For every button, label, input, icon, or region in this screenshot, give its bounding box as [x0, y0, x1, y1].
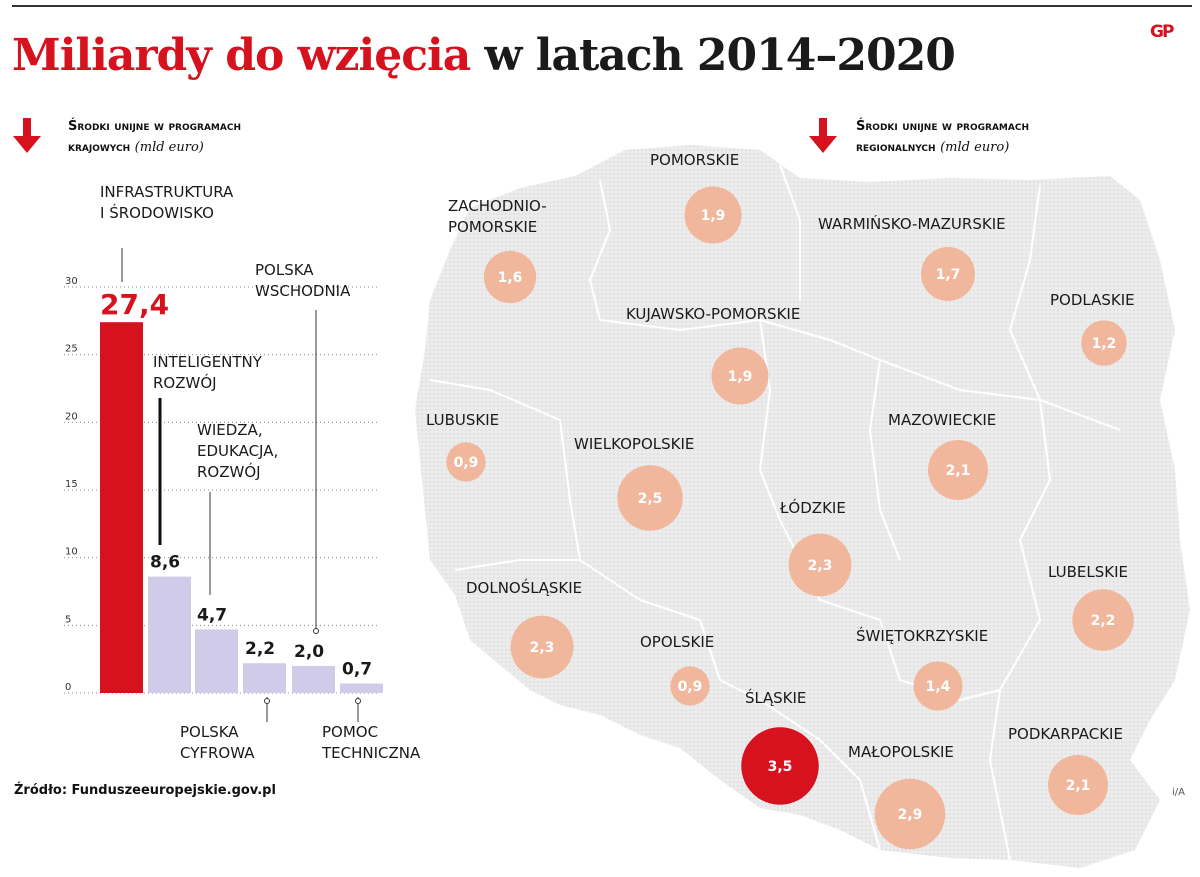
bar-label-polska-wschodnia	[255, 260, 350, 302]
left-header-unit: (mld euro)	[134, 140, 204, 155]
bar	[148, 577, 191, 693]
region-label-slaskie: ŚLĄSKIE	[745, 689, 807, 707]
bar-label-line: ROZWÓJ	[153, 374, 217, 392]
region-value-label: 1,7	[935, 267, 961, 283]
bar-label-line: CYFROWA	[180, 744, 255, 762]
region-value-label: 1,6	[497, 270, 523, 286]
region-value-label: 2,5	[637, 491, 663, 507]
region-label-opolskie: OPOLSKIE	[640, 633, 715, 651]
y-tick-label: 30	[65, 276, 78, 287]
right-header-line1: Środki unijne w programach	[856, 119, 1029, 134]
bar-label-polska-cyfrowa	[180, 722, 255, 764]
region-label-wielkopolskie: WIELKOPOLSKIE	[574, 435, 695, 453]
region-value-label: 1,4	[925, 679, 951, 695]
region-value-label: 1,2	[1091, 336, 1117, 352]
title-part-red: Miliardy do wzięcia	[12, 30, 471, 81]
down-arrow-icon	[12, 118, 42, 154]
leader-dot	[314, 629, 319, 634]
left-panel-header	[68, 116, 241, 158]
bar-value-label: 2,2	[245, 639, 276, 660]
bar-value-label: 8,6	[150, 552, 181, 573]
right-header-line2: regionalnych	[856, 140, 936, 155]
region-value-label: 2,2	[1090, 613, 1116, 629]
bar	[100, 322, 143, 693]
region-value-label: 1,9	[727, 369, 753, 385]
bar-label-line: POMOC	[322, 723, 379, 741]
region-label-zachodniopomorskie: ZACHODNIO- POMORSKIE	[448, 197, 547, 236]
region-label-malopolskie: MAŁOPOLSKIE	[848, 743, 954, 761]
region-label-kujawsko-pomorskie: KUJAWSKO-POMORSKIE	[626, 305, 801, 323]
region-label-swietokrzyskie: ŚWIĘTOKRZYSKIE	[856, 627, 989, 645]
region-label-mazowieckie: MAZOWIECKIE	[888, 411, 997, 429]
bar-label-wiedza	[197, 420, 278, 483]
y-tick-label: 0	[65, 682, 72, 693]
bar	[243, 663, 286, 693]
y-tick-label: 15	[65, 479, 78, 490]
bar-value-label: 2,0	[294, 641, 325, 662]
bar-label-line: ROZWÓJ	[197, 463, 261, 481]
region-label-podkarpackie: PODKARPACKIE	[1008, 725, 1123, 743]
region-value-label: 2,9	[897, 807, 923, 823]
region-value-label: 0,9	[453, 455, 479, 471]
bar-label-line: INTELIGENTNY	[153, 353, 262, 371]
bar-label-line: WIEDZA,	[197, 421, 263, 439]
title-part-black: w latach 2014–2020	[484, 30, 955, 81]
bar-label-line: POLSKA	[255, 261, 314, 279]
bar-label-line: WSCHODNIA	[255, 282, 351, 300]
bar-label-line: INFRASTRUKTURA	[100, 183, 234, 201]
bar	[292, 666, 335, 693]
region-label-dolnoslaskie: DOLNOŚLĄSKIE	[466, 579, 583, 597]
region-value-label: 2,3	[529, 640, 555, 656]
region-label-lubuskie: LUBUSKIE	[426, 411, 500, 429]
y-tick-label: 10	[65, 546, 78, 558]
bar-value-label: 4,7	[197, 605, 228, 626]
bar-label-infrastruktura	[100, 182, 233, 224]
leader-dot	[356, 699, 361, 704]
y-tick-label: 25	[65, 343, 78, 355]
bar-value-label: 27,4	[100, 288, 170, 322]
region-label-pomorskie: POMORSKIE	[650, 151, 740, 169]
author-credit: i/A	[1172, 787, 1185, 798]
left-header-line2: krajowych	[68, 140, 131, 155]
publisher-logo: GP	[1150, 22, 1173, 42]
y-tick-label: 20	[65, 411, 78, 423]
bar-label-line: EDUKACJA,	[197, 442, 279, 460]
bar-label-line: I ŚRODOWISKO	[100, 204, 214, 222]
region-value-label: 0,9	[677, 679, 703, 695]
region-value-label: 1,9	[700, 208, 726, 224]
bar-label-line: POLSKA	[180, 723, 239, 741]
source-note: Źródło: Funduszeeuropejskie.gov.pl	[14, 783, 276, 798]
region-value-label: 2,3	[807, 558, 833, 574]
bar-label-line: TECHNICZNA	[322, 744, 421, 762]
region-value-label: 2,1	[1065, 778, 1091, 794]
bar	[340, 684, 383, 693]
region-label-lubelskie: LUBELSKIE	[1048, 563, 1128, 581]
region-label-lodzkie: ŁÓDZKIE	[780, 499, 846, 517]
left-header-line1: Środki unijne w programach	[68, 119, 241, 134]
bar-label-inteligentny	[153, 352, 262, 394]
right-header-unit: (mld euro)	[940, 140, 1010, 155]
bar-value-label: 0,7	[342, 659, 373, 680]
bar	[195, 629, 238, 693]
leader-dot	[265, 699, 270, 704]
y-tick-label: 5	[65, 614, 72, 626]
region-label-podlaskie: PODLASKIE	[1050, 291, 1135, 309]
down-arrow-icon	[808, 118, 838, 154]
region-value-label: 2,1	[945, 463, 971, 479]
bar-label-pomoc-techniczna	[322, 722, 420, 764]
right-panel-header	[856, 116, 1029, 158]
region-label-warminsko-mazurskie: WARMIŃSKO-MAZURSKIE	[818, 215, 1006, 233]
region-value-label: 3,5	[767, 759, 793, 775]
